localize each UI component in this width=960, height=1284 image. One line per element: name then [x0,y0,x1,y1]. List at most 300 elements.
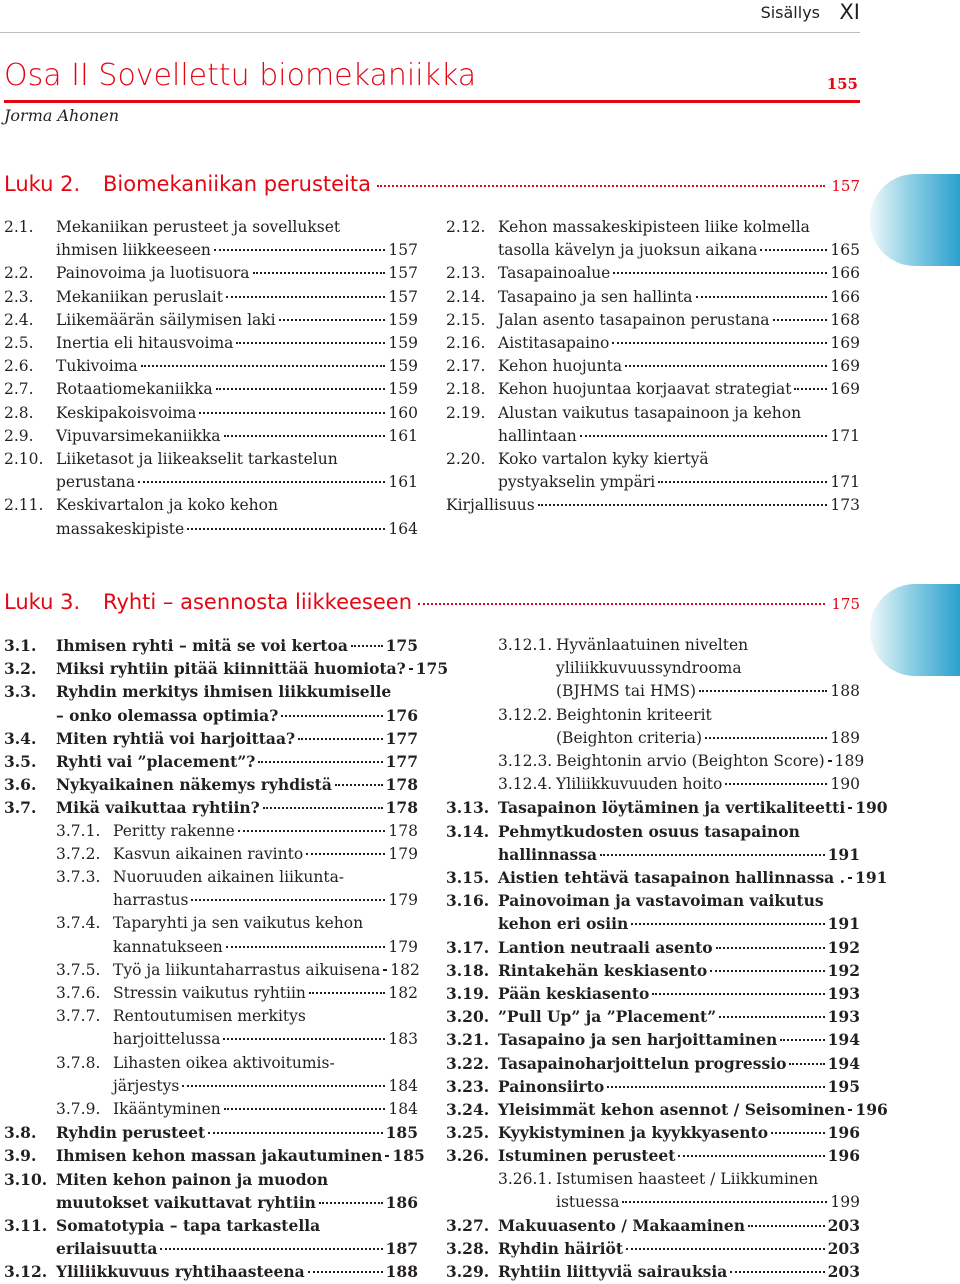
toc-entry-line: Tasapaino ja sen harjoittaminen [498,1030,778,1050]
toc-entry[interactable] [4,959,418,982]
toc-entry-page: 203 [827,1216,860,1236]
leader-dots [652,993,824,995]
toc-entry-last-line [113,1098,418,1121]
toc-entry-number: 3.17. [446,937,490,957]
toc-entry-page: 191 [827,844,860,864]
toc-entry[interactable] [4,657,449,680]
toc-entry[interactable] [4,332,418,355]
toc-entry-last-line [498,866,888,889]
toc-entry[interactable] [4,912,418,958]
toc-entry-page: 161 [388,426,418,445]
toc-entry-last-line [56,402,418,425]
leader-dots [279,319,386,321]
toc-entry-line: Ryhtiin liittyviä sairauksia [498,1262,728,1282]
toc-entry[interactable] [4,1098,418,1121]
toc-entry-last-line [56,239,418,262]
toc-entry-line: Beightonin arvio (Beighton Score) [556,752,825,771]
leader-dots [760,249,827,251]
toc-entry[interactable] [4,634,418,657]
leader-dots [306,853,385,855]
toc-entry-page: 196 [827,1146,860,1166]
toc-entry[interactable] [4,378,418,401]
toc-entry-page: 175 [415,659,449,679]
toc-entry-title [498,216,860,262]
toc-entry-page: 203 [827,1262,860,1282]
toc-entry[interactable] [446,1005,860,1028]
toc-entry-page: 159 [388,357,418,376]
toc-entry[interactable] [4,448,418,494]
toc-entry[interactable] [4,286,418,309]
toc-entry-number: 3.7.3. [56,868,101,887]
toc-entry[interactable] [446,634,860,704]
leader-dots [199,412,385,414]
chapter-number: Luku 3. [4,590,81,614]
toc-entry-title [56,1214,418,1260]
toc-entry[interactable] [446,796,888,819]
toc-entry-number: 3.8. [4,1123,37,1143]
toc-entry[interactable] [4,866,418,912]
toc-entry[interactable] [446,866,888,889]
toc-entry-line: erilaisuutta [56,1239,158,1259]
toc-entry[interactable] [446,820,860,866]
leader-dots [538,504,828,506]
toc-entry-number: 3.26.1. [498,1169,553,1188]
toc-entry-last-line [56,262,418,285]
toc-entry-title [498,1237,860,1260]
toc-entry-title [556,773,860,796]
toc-entry-line: massakeskipiste [56,519,185,538]
leader-dots [298,738,383,740]
toc-entry-page: 184 [388,1100,418,1119]
toc-entry-title [56,1168,418,1214]
toc-entry-line: perustana [56,473,136,492]
toc-entry-title [113,1005,418,1051]
toc-entry-page: 157 [388,241,418,260]
leader-dots [789,1063,824,1065]
toc-entry-line: Mikä vaikuttaa ryhtiin? [56,798,260,818]
toc-entry-last-line [56,1191,418,1214]
toc-entry-title [56,750,418,773]
toc-entry-page: 188 [385,1262,418,1282]
toc-entry-number: 2.19. [446,403,486,422]
toc-entry[interactable] [4,262,418,285]
leader-dots [309,992,386,994]
leader-dots [281,715,382,717]
toc-entry-title [56,1260,418,1283]
toc-entry-number: 2.12. [446,218,486,236]
toc-entry-last-line [498,239,860,262]
toc-entry-number: 3.7. [4,798,37,818]
toc-entry-page: 194 [827,1030,860,1050]
toc-entry-number: 3.25. [446,1123,490,1143]
toc-entry-last-line [556,750,865,773]
toc-entry[interactable] [4,216,418,262]
toc-entry[interactable] [446,494,860,517]
toc-entry[interactable] [4,1260,418,1283]
toc-entry-number: 2.2. [4,264,34,283]
toc-entry-title [113,1098,418,1121]
toc-entry-title [498,1144,860,1167]
toc-entry-last-line [56,773,418,796]
toc-entry-page: 192 [827,937,860,957]
toc-entry[interactable] [446,1260,860,1283]
leader-dots [208,1132,382,1134]
toc-entry-page: 179 [388,844,418,863]
toc-entry-page: 189 [830,728,860,747]
toc-entry-last-line [113,936,418,959]
toc-entry-page: 169 [830,334,860,353]
toc-entry-last-line [56,1121,418,1144]
toc-entry-title [498,1005,860,1028]
chapter-title: Ryhti – asennosta liikkeeseen [103,590,413,614]
toc-entry-line: muutokset vaikuttavat ryhtiin [56,1192,316,1212]
toc-entry-page: 185 [385,1123,418,1143]
toc-entry-page: 182 [390,960,420,979]
toc-entry-number: 3.16. [446,891,490,911]
leader-dots [263,807,383,809]
toc-entry[interactable] [446,889,860,935]
toc-entry-title [56,773,418,796]
toc-entry-title [56,634,418,657]
toc-entry-number: 3.20. [446,1007,490,1027]
part-rule [4,100,860,103]
toc-entry[interactable] [4,1168,418,1214]
toc-entry-last-line [113,820,418,843]
toc-entry[interactable] [446,959,860,982]
toc-entry-line: Inertia eli hitausvoima [56,334,234,353]
toc-entry-page: 191 [855,868,888,888]
toc-entry[interactable] [4,494,418,540]
toc-entry[interactable] [446,262,860,285]
toc-entry-page: 190 [855,798,888,818]
toc-entry-last-line [498,843,860,866]
leader-dots [705,737,827,739]
toc-entry-line: Ryhdin perusteet [56,1123,206,1143]
leader-dots [223,1038,385,1040]
toc-entry-last-line [113,889,418,912]
toc-entry-line: Työ ja liikuntaharrastus aikuisena [113,960,381,979]
toc-entry-page: 175 [385,636,418,655]
toc-entry[interactable] [4,1005,418,1051]
toc-entry-last-line [498,332,860,355]
toc-entry-number: 3.21. [446,1030,490,1050]
toc-entry-title [56,680,418,726]
toc-entry[interactable] [446,936,860,959]
toc-entry-number: 2.3. [4,287,34,306]
toc-entry-last-line [498,1075,860,1098]
toc-entry-title [56,262,418,285]
toc-entry-line: Tasapainoalue [498,264,611,283]
toc-entry[interactable] [446,773,860,796]
toc-entry-title [498,1052,860,1075]
toc-entry-line: kannatukseen [113,937,223,956]
toc-entry[interactable] [4,309,418,332]
toc-entry-last-line [56,332,418,355]
header-section-title: Sisällys [760,3,820,22]
toc-entry-line: tasolla kävelyn ja juoksun aikana [498,241,758,260]
toc-entry-title [56,216,418,262]
toc-entry-number: 2.18. [446,380,486,399]
toc-entry-page: 177 [385,728,418,748]
toc-entry[interactable] [4,402,418,425]
toc-entry-line: Tasapainoharjoittelun progressio [498,1053,787,1073]
toc-entry[interactable] [4,750,418,773]
toc-entry-number: 3.1. [4,636,37,655]
toc-entry-line: harjoittelussa [113,1030,221,1049]
leader-dots [699,690,827,692]
toc-entry-last-line [498,1144,860,1167]
toc-entry[interactable] [4,796,418,819]
toc-entry-line: Lihasten oikea aktivoitumis- [113,1053,335,1072]
toc-entry[interactable] [4,820,418,843]
toc-entry-last-line [56,425,418,448]
toc-entry-number: 3.12.1. [498,636,553,654]
toc-entry-number: 3.10. [4,1169,48,1189]
toc-entry-line: kehon eri osiin [498,914,629,934]
header-page-number: XI [839,0,860,24]
toc-entry-last-line [56,378,418,401]
leader-dots [580,435,828,437]
toc-entry[interactable] [446,1214,860,1237]
toc-entry-last-line [498,1260,860,1283]
toc-entry-line: Tasapainon löytäminen ja vertikaliteetti [498,798,846,818]
toc-entry-line: järjestys [113,1076,180,1095]
toc-entry-title [446,494,860,517]
leader-dots [631,923,824,925]
toc-entry-line: yliliikkuvuussyndrooma [556,659,742,678]
toc-entry[interactable] [4,727,418,750]
toc-entry-last-line [556,1191,860,1214]
toc-entry-last-line [498,982,860,1005]
toc-entry[interactable] [446,1052,860,1075]
toc-entry[interactable] [4,1052,418,1098]
toc-entry-last-line [56,1144,425,1167]
toc-entry-last-line [56,657,449,680]
leader-dots [696,296,828,298]
toc-entry-number: 3.12.4. [498,775,553,794]
toc-entry-number: 3.7.2. [56,844,101,863]
toc-entry-line: Peritty rakenne [113,821,235,840]
leader-dots [780,1039,824,1041]
toc-entry-title [56,332,418,355]
toc-entry[interactable] [446,1168,860,1214]
leader-dots [226,296,385,298]
toc-entry-title [113,912,418,958]
toc-entry-last-line [498,796,888,819]
toc-entry-number: 2.17. [446,357,486,376]
toc-entry-number: 2.9. [4,426,34,445]
toc-entry-last-line [498,1028,860,1051]
toc-entry-number: 3.9. [4,1146,37,1166]
toc-entry-line: Kyykistyminen ja kyykkyasento [498,1123,769,1143]
toc-entry-last-line [446,494,860,517]
toc-entry-last-line [556,680,860,703]
toc-entry-line: Nykyaikainen näkemys ryhdistä [56,775,332,795]
toc-entry-title [56,378,418,401]
toc-entry-title [113,1052,418,1098]
toc-entry-line: Painovoiman ja vastavoiman vaikutus [498,891,824,911]
leader-dots [182,1085,385,1087]
toc-entry-line: Ihmisen kehon massan jakautuminen [56,1146,383,1166]
leader-dots [848,807,852,809]
toc-entry-last-line [113,843,418,866]
toc-entry[interactable] [446,309,860,332]
toc-entry-page: 165 [830,241,860,260]
toc-entry-page: 161 [388,473,418,492]
chapter-heading-3[interactable] [4,590,860,618]
chapter-number: Luku 2. [4,172,81,196]
toc-entry[interactable] [4,1144,425,1167]
toc-entry-line: Makuuasento / Makaaminen [498,1216,746,1236]
toc-entry-number: 3.11. [4,1216,48,1236]
leader-dots [236,342,385,344]
toc-entry-title [498,959,860,982]
toc-entry[interactable] [446,402,860,448]
toc-entry[interactable] [446,286,860,309]
toc-entry-page: 191 [827,914,860,934]
toc-entry-title [498,866,888,889]
toc-entry-page: 176 [385,705,418,725]
toc-entry-line: Hyvänlaatuinen nivelten [556,636,749,654]
leader-dots [607,1086,824,1088]
toc-entry-line: harrastus [113,891,189,910]
toc-entry-last-line [498,1005,860,1028]
toc-entry-line: Taparyhti ja sen vaikutus kehon [113,914,364,933]
toc-entry-number: 3.14. [446,821,490,841]
leader-dots [224,435,386,437]
toc-entry-page: 203 [827,1239,860,1259]
toc-entry-number: 3.24. [446,1100,490,1120]
toc-entry-number: 3.7.9. [56,1100,101,1119]
toc-entry-last-line [556,727,860,750]
toc-entry-title [556,750,865,773]
toc-entry[interactable] [4,843,418,866]
toc-entry-last-line [498,1121,860,1144]
toc-entry-title [498,1214,860,1237]
toc-entry-page: 166 [830,287,860,306]
toc-entry-last-line [498,309,860,332]
toc-entry-last-line [498,471,860,494]
toc-entry-last-line [113,982,418,1005]
toc-entry-last-line [56,704,418,727]
toc-entry[interactable] [4,1214,418,1260]
leader-dots [771,1132,825,1134]
toc-entry[interactable] [446,1075,860,1098]
toc-entry-line: Painonsiirto [498,1076,605,1096]
toc-entry[interactable] [446,1144,860,1167]
toc-entry[interactable] [4,773,418,796]
toc-entry-title [498,889,860,935]
toc-entry-last-line [498,355,860,378]
toc-entry-last-line [113,1075,418,1098]
toc-entry-line: Koko vartalon kyky kiertyä [498,450,709,469]
toc-entry[interactable] [4,680,418,726]
toc-column-ch2-right [446,216,860,518]
toc-entry[interactable] [446,1028,860,1051]
toc-entry[interactable] [446,982,860,1005]
toc-entry-line: Alustan vaikutus tasapainoon ja kehon [498,403,802,422]
toc-entry[interactable] [4,982,418,1005]
toc-entry-page: 164 [388,519,418,538]
toc-entry-page: 184 [388,1076,418,1095]
chapter-heading-2[interactable] [4,172,860,200]
leader-dots [748,1225,825,1227]
leader-dots [418,603,825,605]
toc-entry-page: 169 [830,357,860,376]
toc-entry-line: Mekaniikan peruslait [56,287,223,306]
leader-dots [238,830,386,832]
toc-entry-page: 178 [385,775,418,795]
toc-entry-title [498,378,860,401]
toc-entry[interactable] [446,1121,860,1144]
toc-entry[interactable] [446,1237,860,1260]
toc-entry-last-line [56,518,418,541]
running-header [0,0,860,33]
toc-entry-last-line [498,1214,860,1237]
toc-entry-last-line [56,796,418,819]
leader-dots [710,970,824,972]
toc-entry-number: 2.14. [446,287,486,306]
leader-dots [187,528,385,530]
toc-entry[interactable] [446,750,865,773]
toc-entry-title [498,1098,888,1121]
toc-entry-page: 169 [830,380,860,399]
toc-entry[interactable] [446,1098,888,1121]
toc-entry-line: – onko olemassa optimia? [56,705,279,725]
toc-entry[interactable] [446,378,860,401]
toc-entry-line: Painovoima ja luotisuora [56,264,250,283]
toc-entry-number: 2.8. [4,403,34,422]
toc-entry-page: 190 [830,775,860,794]
toc-entry-number: 3.7.4. [56,914,101,933]
toc-column-ch3-right [446,634,888,1284]
leader-dots [719,1016,825,1018]
toc-entry[interactable] [4,355,418,378]
toc-entry-page: 159 [388,380,418,399]
toc-entry-line: Ryhdin häiriöt [498,1239,624,1259]
leader-dots [725,783,827,785]
chapter-tab-2 [870,174,960,266]
toc-entry[interactable] [446,216,860,262]
leader-dots [319,1202,383,1204]
toc-entry-line: Kehon huojuntaa korjaavat strategiat [498,380,792,399]
toc-entry-page: 166 [830,264,860,283]
toc-entry[interactable] [446,332,860,355]
toc-entry-number: 2.5. [4,334,34,353]
toc-entry[interactable] [446,448,860,494]
leader-dots [848,877,852,879]
toc-entry-line: Tasapaino ja sen hallinta [498,287,693,306]
toc-entry-number: 2.1. [4,218,34,236]
toc-entry-last-line [56,750,418,773]
toc-entry-title [498,1075,860,1098]
toc-entry-number: 2.15. [446,310,486,329]
toc-entry-title [498,936,860,959]
toc-entry[interactable] [4,1121,418,1144]
toc-entry-page: 185 [392,1146,425,1166]
toc-entry-line: Istumisen haasteet / Liikkuminen [556,1169,819,1188]
toc-entry[interactable] [446,704,860,750]
leader-dots [335,784,383,786]
toc-entry[interactable] [446,355,860,378]
toc-entry-number: 3.28. [446,1239,490,1259]
toc-entry[interactable] [4,425,418,448]
toc-entry-page: 188 [830,682,860,701]
toc-entry-line: Kehon huojunta [498,357,623,376]
toc-entry-line: hallinnassa [498,844,598,864]
toc-entry-title [56,448,418,494]
toc-entry-line: Keskivartalon ja koko kehon [56,496,278,515]
